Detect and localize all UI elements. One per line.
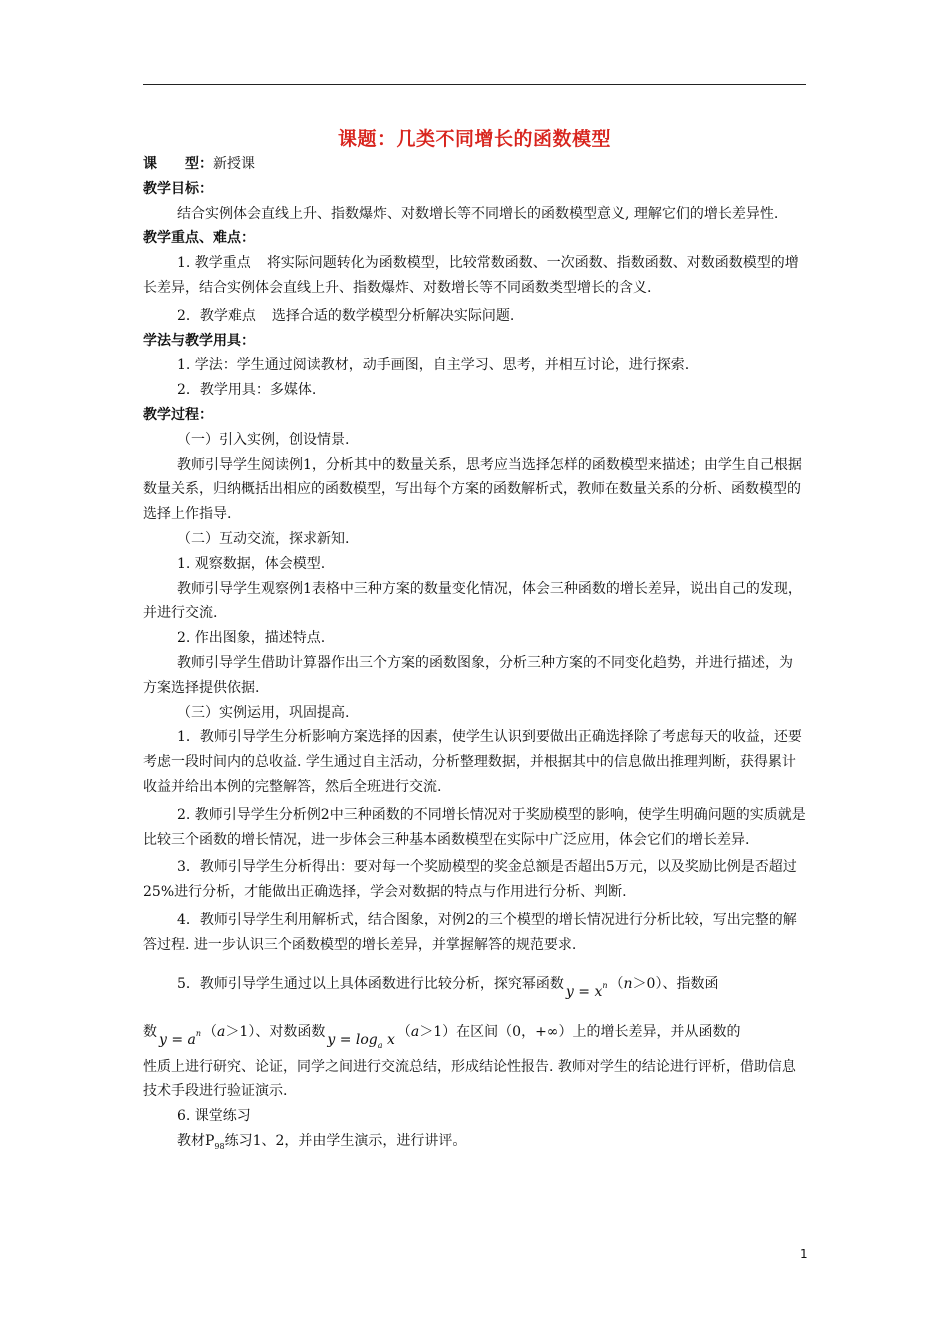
cond-3-var: a [410,1023,420,1040]
cond-3-open: （ [396,1023,411,1040]
section-3-item-3: 3．教师引导学生分析得出：要对每一个奖励模型的奖金总额是否超出5万元，以及奖励比例是否超过25%进行分析，才能做出正确选择，学会对数据的特点与作用进行分析、判断. [143,859,797,901]
key-point-2-label: 2．教学难点 [177,307,256,324]
cond-1-close: ＞0）、指数函 [632,975,719,992]
section-3-item-5-text-b: 数 [143,1023,157,1040]
cond-2-var: a [217,1023,226,1040]
exercise-page-sub: 98 [214,1141,225,1151]
key-point-1 [143,251,806,301]
method-item-1: 1. 学法：学生通过阅读教材，动手画图，自主学习、思考，并相互讨论，进行探索. [177,357,690,374]
key-point-1-text: 将实际问题转化为函数模型，比较常数函数、一次函数、指数函数、对数函数模型的增长差异，结合实例体会直线上升、指数爆炸、对数增长等不同函数类型增长的含义. [143,255,799,296]
section-3-item-1: 1．教师引导学生分析影响方案选择的因素，使学生认识到要做出正确选择除了考虑每天的收益，还要考虑一段时间内的总收益. 学生通过自主活动，分析整理数据，并根据其中的信息做出推理判断，获得累计收益并给出本例的完整解答，然后全班进行交流. [143,729,802,795]
section-3-title: （三）实例运用，巩固提高. [177,704,350,721]
cond-2-open: （ [203,1023,218,1040]
key-point-2-text: 选择合适的数学模型分析解决实际问题. [271,307,515,324]
section-2-2-title: 2. 作出图象，描述特点. [177,630,326,647]
cond-2-close: ＞1）、对数函数 [225,1023,326,1040]
process-heading: 教学过程： [143,406,213,423]
section-3-item-6-title: 6. 课堂练习 [177,1108,251,1125]
key-heading: 教学重点、难点： [143,230,255,247]
section-3-item-5-line-2 [143,1012,806,1052]
section-3-item-4: 4．教师引导学生利用解析式，结合图象，对例2的三个模型的增长情况进行分析比较，写出完整的解答过程. 进一步认识三个函数模型的增长差异，并掌握解答的规范要求. [143,911,797,953]
cond-1-var: n [623,975,633,992]
section-2-1-text: 教师引导学生观察例1表格中三种方案的数量变化情况，体会三种函数的增长差异，说出自己的发现，并进行交流. [143,580,802,622]
section-1-title: （一）引入实例，创设情景. [177,431,350,448]
exercise-text-a: 教材P [177,1132,215,1149]
section-2-title: （二）互动交流，探求新知. [177,530,350,547]
page-number: 1 [800,1247,808,1261]
goal-heading: 教学目标： [143,180,213,197]
key-point-1-label: 1. 教学重点 [177,255,251,272]
method-item-2: 2．教学用具：多媒体. [177,382,317,399]
course-type-label: 课 型： [143,156,213,172]
section-1-text: 教师引导学生阅读例1，分析其中的数量关系，思考应当选择怎样的函数模型来描述；由学生自己根据数量关系，归纳概括出相应的函数模型，写出每个方案的函数解析式，教师在数量关系的分析、函数模型的选择上作指导. [143,456,802,523]
section-2-1-title: 1. 观察数据，体会模型. [177,555,326,572]
section-3-item-2: 2. 教师引导学生分析例2中三种函数的不同增长情况对于奖励模型的影响，使学生明确问题的实质就是比较三个函数的增长情况，进一步体会三种基本函数模型在实际中广泛应用，体会它们的增长差异. [143,806,806,848]
cond-3-close: ＞1）在区间（0，+∞）上的增长差异，并从函数的 [419,1023,741,1040]
section-3-item-5-text-a: 5．教师引导学生通过以上具体函数进行比较分析，探究幂函数 [177,975,564,992]
course-type-line [143,152,806,177]
section-3-item-5-line-1 [143,964,806,998]
key-point-2 [143,304,806,329]
section-3-item-6-text [143,1129,806,1160]
document-body [143,152,806,1160]
exponential-function-formula: $y = a^n$ [159,1028,202,1048]
cond-1-open: （ [609,975,624,992]
exercise-text-b: 练习1、2，并由学生演示，进行讲评。 [224,1132,467,1149]
power-function-formula: $y = x^n$ [565,980,608,1000]
header-rule [143,84,806,85]
page-title: 课题：几类不同增长的函数模型 [337,128,611,150]
goal-text: 结合实例体会直线上升、指数爆炸、对数增长等不同增长的函数模型意义, 理解它们的增长差异性. [177,205,779,222]
section-3-item-5-text-c: 性质上进行研究、论证，同学之间进行交流总结，形成结论性报告. 教师对学生的结论进行评析，借助信息技术手段进行验证演示. [143,1058,796,1100]
method-heading: 学法与教学用具： [143,332,255,349]
course-type-value: 新授课 [213,156,255,172]
section-2-2-text: 教师引导学生借助计算器作出三个方案的函数图象，分析三种方案的不同变化趋势，并进行描述，为方案选择提供依据. [143,654,793,696]
log-function-formula: $y = \log_a x$ [327,1031,395,1050]
